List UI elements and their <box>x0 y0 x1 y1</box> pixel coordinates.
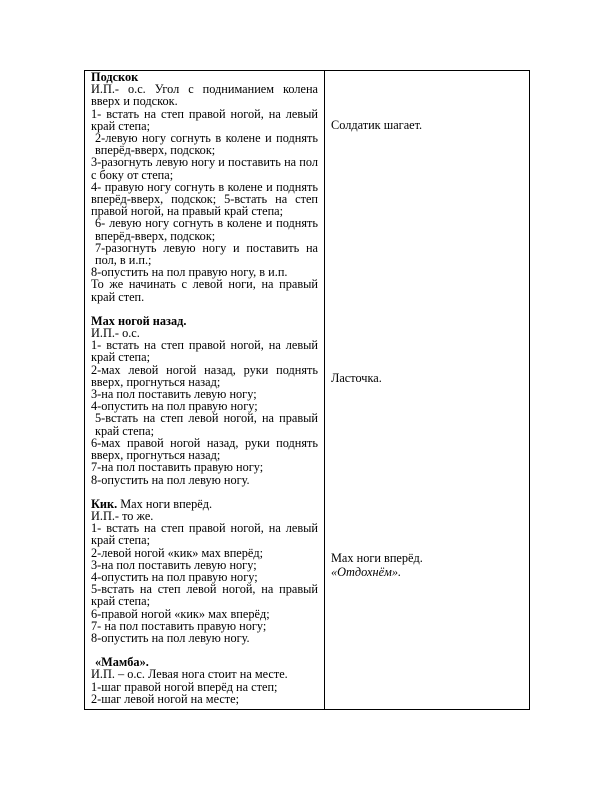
exercise-line: То же начинать с левой ноги, на правый край степ. <box>91 277 318 304</box>
exercise-line: И.П.- о.с. Угол с подниманием колена вверх и подскок. <box>91 82 318 109</box>
exercise-line: 7-на пол поставить правую ногу; <box>91 460 264 475</box>
table-row <box>85 71 530 710</box>
exercise-line: 1- встать на степ правой ногой, на левый край степа; <box>91 521 318 548</box>
exercise-line: 2-левой ногой «кик» мах вперёд; <box>91 545 264 560</box>
exercise-line: 4- правую ногу согнуть в колене и поднять вперёд-вверх, подскок; 5-встать на степ правой ногой, на правый край степа; <box>91 179 318 219</box>
exercise-line: И.П.- о.с. <box>91 326 140 341</box>
exercise-line: 1- встать на степ правой ногой, на левый край степа; <box>91 106 318 133</box>
exercise-line: 1- встать на степ правой ногой, на левый край степа; <box>91 338 318 365</box>
exercise-line: 1-шаг правой ногой вперёд на степ; <box>91 679 278 694</box>
exercise-line: И.П. – о.с. Левая нога стоит на месте. <box>91 667 288 682</box>
exercise-title: «Мамба». <box>95 655 149 670</box>
exercise-line: 4-опустить на пол правую ногу; <box>91 399 258 414</box>
note-kick: Мах ноги вперёд. <box>331 551 423 565</box>
exercise-line: И.П.- то же. <box>91 508 154 523</box>
exercise-title: Кик. <box>91 496 118 511</box>
exercise-line: 3-на пол поставить левую ногу; <box>91 387 257 402</box>
exercise-block-kick <box>91 498 318 644</box>
exercise-title: Подскок <box>91 70 139 84</box>
exercise-line: 6-правой ногой «кик» мах вперёд; <box>91 606 270 621</box>
exercise-line: 2-шаг левой ногой на месте; <box>91 691 240 706</box>
exercise-line: 3-на пол поставить левую ногу; <box>91 557 257 572</box>
exercise-block-mambo <box>91 656 318 705</box>
exercise-line: 8-опустить на пол правую ногу, в и.п. <box>91 265 288 280</box>
exercise-title: Мах ногой назад. <box>91 313 187 328</box>
note-rest: «Отдохнём». <box>331 565 402 579</box>
exercise-line: 3-разогнуть левую ногу и поставить на пол с боку от степа; <box>91 155 318 182</box>
exercise-column <box>85 71 325 710</box>
exercise-block-back-swing <box>91 315 318 486</box>
exercise-block-hop <box>91 71 318 303</box>
exercise-table <box>84 70 530 710</box>
exercise-line: 7- на пол поставить правую ногу; <box>91 618 267 633</box>
exercise-line: 2-мах левой ногой назад, руки поднять вверх, прогнуться назад; <box>91 362 318 389</box>
exercise-line: 8-опустить на пол левую ногу. <box>91 472 250 487</box>
exercise-line: 5-встать на степ левой ногой, на правый край степа; <box>91 582 318 609</box>
exercise-line: 6-мах правой ногой назад, руки поднять вверх, прогнуться назад; <box>91 435 318 463</box>
note-soldier: Солдатик шагает. <box>331 118 423 132</box>
notes-column <box>325 71 530 710</box>
exercise-line: 7-разогнуть левую ногу и поставить на пол, в и.п.; <box>95 240 318 268</box>
exercise-title-suffix: Мах ноги вперёд. <box>117 496 213 511</box>
exercise-line: 4-опустить на пол правую ногу; <box>91 569 258 584</box>
exercise-line: 2-левую ногу согнуть в колене и поднять вперёд-вверх, подскок; <box>95 131 318 158</box>
exercise-line: 6- левую ногу согнуть в колене и поднять вперёд-вверх, подскок; <box>95 216 318 243</box>
note-swallow: Ласточка. <box>331 371 382 385</box>
exercise-line: 5-встать на степ левой ногой, на правый край степа; <box>95 411 318 438</box>
exercise-line: 8-опустить на пол левую ногу. <box>91 630 250 645</box>
